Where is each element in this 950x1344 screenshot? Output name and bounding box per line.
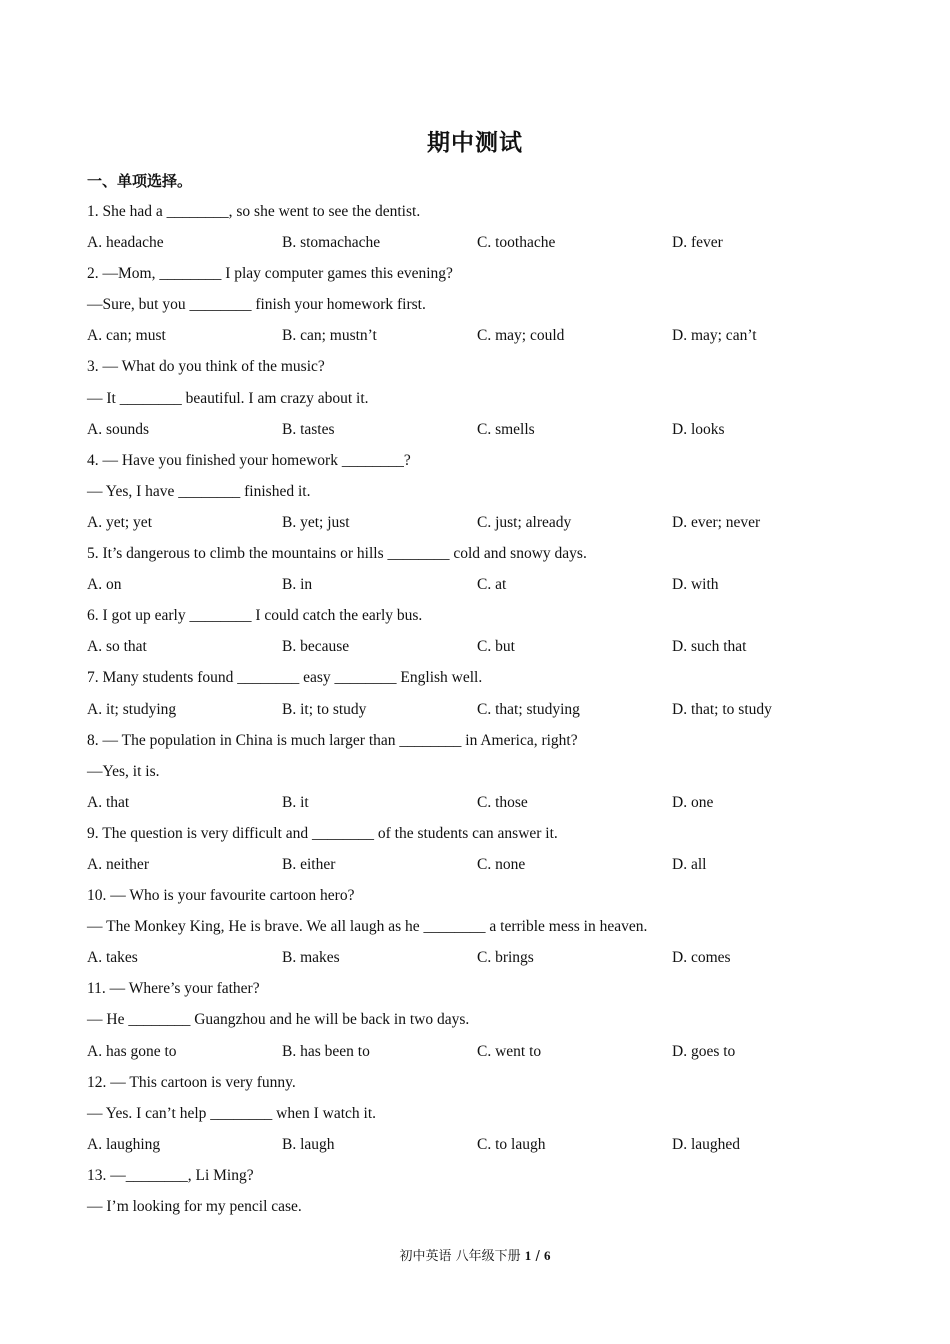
option-item: A. takes xyxy=(87,949,138,967)
page-total: 6 xyxy=(543,1248,551,1263)
option-item: B. because xyxy=(282,638,350,656)
option-item: A. laughing xyxy=(87,1135,161,1153)
option-item: B. it; to study xyxy=(282,700,367,718)
question-line: — Yes. I can’t help ________ when I watch it. xyxy=(87,1104,377,1122)
option-item: C. went to xyxy=(477,1042,542,1060)
question-line: 9. The question is very difficult and ________ of the students can answer it. xyxy=(87,824,558,842)
option-item: C. at xyxy=(477,576,507,594)
option-item: B. can; mustn’t xyxy=(282,327,377,345)
footer-label: 初中英语 八年级下册 xyxy=(399,1249,521,1264)
options-row xyxy=(87,227,867,258)
question-line: 8. — The population in China is much larger than ________ in America, right? xyxy=(87,731,578,749)
section-heading: 一、单项选择。 xyxy=(87,172,193,190)
option-item: D. that; to study xyxy=(672,700,772,718)
options-row xyxy=(87,694,867,725)
option-item: A. on xyxy=(87,576,122,594)
option-item: B. yet; just xyxy=(282,513,350,531)
option-item: A. so that xyxy=(87,638,147,656)
question-line: 12. — This cartoon is very funny. xyxy=(87,1073,296,1091)
option-item: A. can; must xyxy=(87,327,166,345)
question-line: 7. Many students found ________ easy ________ English well. xyxy=(87,669,483,687)
option-item: C. but xyxy=(477,638,515,656)
question-line: — I’m looking for my pencil case. xyxy=(87,1198,302,1215)
question-line: 10. — Who is your favourite cartoon hero? xyxy=(87,887,355,905)
option-item: C. smells xyxy=(477,420,535,438)
question-line: 2. —Mom, ________ I play computer games this evening? xyxy=(87,265,453,283)
page-footer xyxy=(0,1245,950,1264)
question-list xyxy=(87,196,867,1222)
option-item: D. laughed xyxy=(672,1135,741,1153)
question-line: — The Monkey King, He is brave. We all laugh as he ________ a terrible mess in heaven. xyxy=(87,918,648,936)
options-row xyxy=(87,787,867,818)
options-row xyxy=(87,1036,867,1067)
question-line: 5. It’s dangerous to climb the mountains or hills ________ cold and snowy days. xyxy=(87,545,587,563)
option-item: C. brings xyxy=(477,949,534,967)
question-line: 4. — Have you finished your homework ________? xyxy=(87,451,411,469)
option-item: D. fever xyxy=(672,234,723,252)
question-line: 1. She had a ________, so she went to see the dentist. xyxy=(87,203,421,220)
option-item: C. just; already xyxy=(477,513,572,531)
option-item: C. may; could xyxy=(477,327,565,345)
option-item: C. none xyxy=(477,855,526,873)
question-line: 6. I got up early ________ I could catch the early bus. xyxy=(87,607,423,625)
option-item: C. to laugh xyxy=(477,1135,546,1153)
option-item: A. it; studying xyxy=(87,700,177,718)
options-row xyxy=(87,414,867,445)
option-item: D. such that xyxy=(672,638,747,656)
option-item: C. that; studying xyxy=(477,700,580,718)
option-item: A. sounds xyxy=(87,420,150,438)
question-line: —Yes, it is. xyxy=(87,762,160,780)
option-item: B. stomachache xyxy=(282,234,381,252)
question-line: 3. — What do you think of the music? xyxy=(87,358,325,376)
options-row xyxy=(87,849,867,880)
option-item: D. all xyxy=(672,855,707,873)
option-item: A. that xyxy=(87,793,130,811)
options-row xyxy=(87,320,867,351)
option-item: D. ever; never xyxy=(672,513,761,531)
option-item: D. may; can’t xyxy=(672,327,757,345)
option-item: A. has gone to xyxy=(87,1042,177,1060)
option-item: D. looks xyxy=(672,420,725,438)
question-line: 13. —________, Li Ming? xyxy=(87,1166,254,1184)
option-item: D. with xyxy=(672,576,719,594)
option-item: B. laugh xyxy=(282,1135,335,1153)
option-item: B. it xyxy=(282,793,309,811)
question-line: 11. — Where’s your father? xyxy=(87,980,260,998)
option-item: C. those xyxy=(477,793,528,811)
question-line: — He ________ Guangzhou and he will be back in two days. xyxy=(87,1011,470,1029)
options-row xyxy=(87,507,867,538)
option-item: B. in xyxy=(282,576,313,594)
option-item: C. toothache xyxy=(477,234,556,252)
option-item: D. goes to xyxy=(672,1042,736,1060)
option-item: B. either xyxy=(282,855,336,873)
question-line: — It ________ beautiful. I am crazy about it. xyxy=(87,389,369,407)
page-separator: / xyxy=(535,1249,540,1264)
question-line: — Yes, I have ________ finished it. xyxy=(87,482,311,500)
option-item: A. headache xyxy=(87,234,164,252)
option-item: A. neither xyxy=(87,855,149,873)
option-item: D. comes xyxy=(672,949,731,967)
options-row xyxy=(87,1129,867,1160)
option-item: D. one xyxy=(672,793,714,811)
option-item: B. makes xyxy=(282,949,340,967)
option-item: B. tastes xyxy=(282,420,335,438)
options-row xyxy=(87,569,867,600)
option-item: B. has been to xyxy=(282,1042,370,1060)
question-line: —Sure, but you ________ finish your homework first. xyxy=(87,296,426,314)
options-row xyxy=(87,942,867,973)
page-number: 1 xyxy=(524,1248,532,1263)
page-title: 期中测试 xyxy=(427,130,523,156)
options-row xyxy=(87,631,867,662)
option-item: A. yet; yet xyxy=(87,513,152,531)
